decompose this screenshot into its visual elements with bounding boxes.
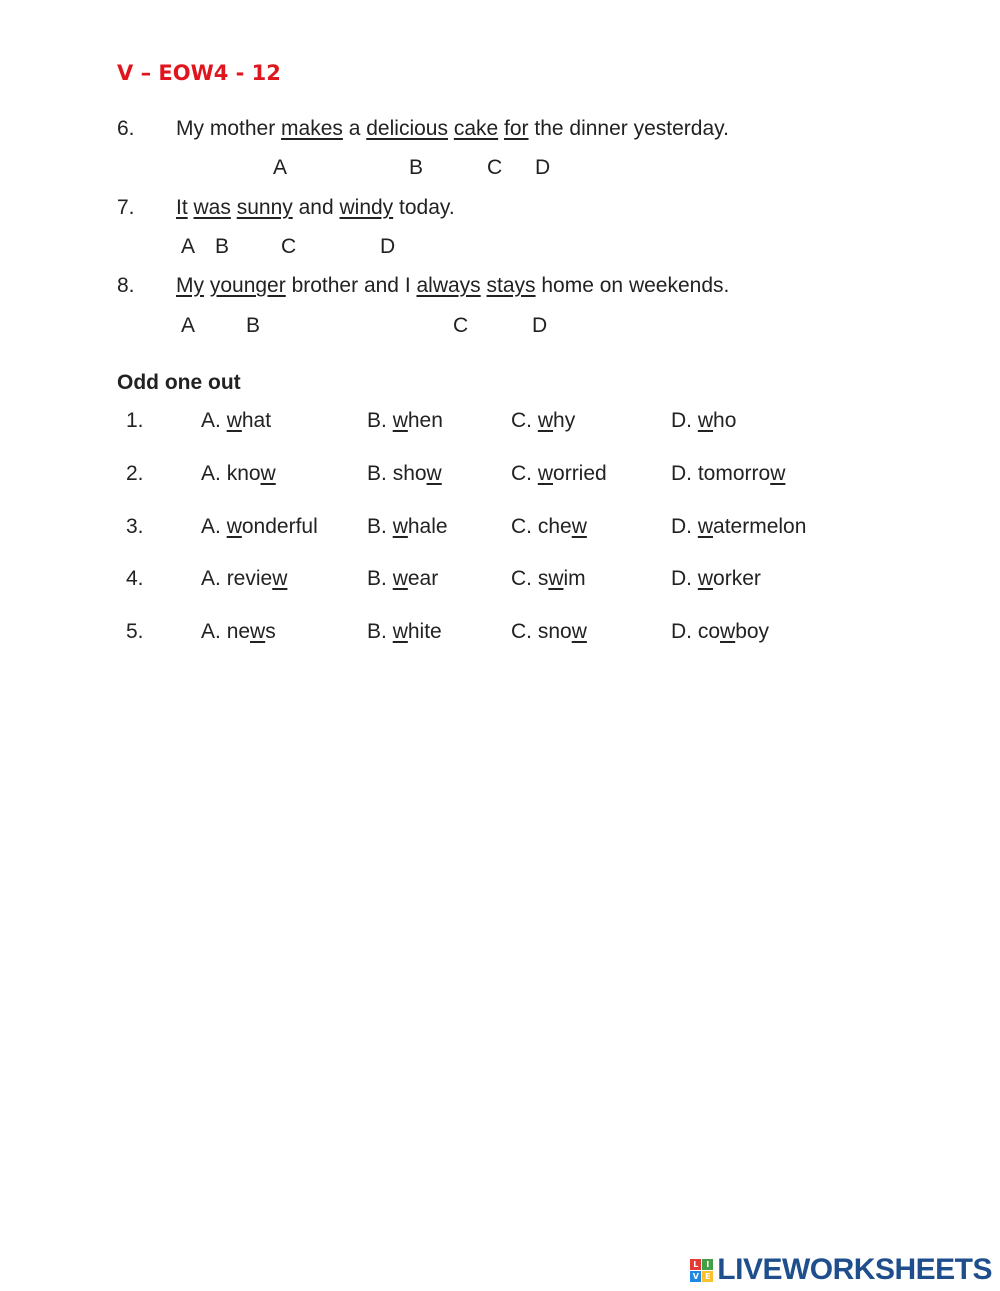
logo-block: V [690, 1271, 701, 1282]
underlined-letter: w [720, 620, 736, 643]
word-part: atermelon [713, 515, 807, 538]
option-letter: C [487, 156, 503, 179]
underlined-segment: younger [209, 274, 286, 297]
word-part: boy [735, 620, 770, 643]
odd-option [671, 515, 806, 539]
word-part: revie [226, 567, 273, 590]
underlined-segment: cake [453, 117, 499, 140]
option-letter: D [532, 314, 548, 337]
question-number: 8. [117, 274, 135, 297]
underlined-letter: w [250, 620, 266, 643]
option-letter: B [215, 235, 230, 258]
odd-row-number: 1. [126, 409, 144, 432]
option-prefix: B. [367, 567, 393, 590]
underlined-letter: w [697, 409, 714, 432]
option-prefix: D. [671, 515, 698, 538]
odd-option [511, 567, 586, 591]
option-prefix: C. [511, 515, 538, 538]
option-prefix: D. [671, 620, 698, 643]
option-prefix: B. [367, 620, 393, 643]
option-prefix: D. [671, 409, 698, 432]
underlined-letter: w [426, 462, 442, 485]
worksheet-title: V – EOW4 - 12 [117, 61, 281, 85]
option-prefix: D. [671, 462, 698, 485]
sentence-segment: brother and I [285, 274, 417, 297]
underlined-letter: w [697, 567, 714, 590]
odd-option [367, 567, 438, 591]
odd-option [201, 462, 276, 486]
word-part: hy [553, 409, 576, 432]
underlined-segment: was [193, 196, 231, 219]
odd-option [511, 409, 575, 433]
word-part: sno [537, 620, 572, 643]
question-sentence [176, 196, 455, 220]
word-part: ne [226, 620, 251, 643]
word-part: che [537, 515, 572, 538]
underlined-segment: stays [486, 274, 536, 297]
sentence-segment: the dinner yesterday. [528, 117, 729, 140]
question-number: 6. [117, 117, 135, 140]
underlined-segment: delicious [366, 117, 448, 140]
odd-option [201, 620, 276, 644]
word-part: ear [407, 567, 439, 590]
option-prefix: A. [201, 515, 227, 538]
underlined-segment: always [416, 274, 481, 297]
odd-one-out-heading: Odd one out [117, 371, 241, 394]
underlined-letter: w [392, 567, 408, 590]
odd-option [511, 620, 587, 644]
word-part: hat [241, 409, 272, 432]
word-part: s [537, 567, 549, 590]
word-part: onderful [241, 515, 318, 538]
option-prefix: C. [511, 567, 538, 590]
underlined-letter: w [260, 462, 276, 485]
underlined-letter: w [392, 620, 408, 643]
option-prefix: A. [201, 567, 227, 590]
word-part: hen [407, 409, 443, 432]
underlined-segment: It [176, 196, 188, 219]
word-part: ho [713, 409, 737, 432]
odd-option [367, 409, 443, 433]
logo-text: LIVEWORKSHEETS [717, 1253, 992, 1286]
option-prefix: D. [671, 567, 698, 590]
word-part: s [265, 620, 276, 643]
underlined-segment: My [176, 274, 204, 297]
odd-option [671, 462, 785, 486]
odd-option [201, 567, 287, 591]
liveworksheets-logo [690, 1253, 992, 1287]
underlined-letter: w [697, 515, 714, 538]
option-prefix: C. [511, 409, 538, 432]
option-letter: D [535, 156, 551, 179]
word-part: orried [553, 462, 607, 485]
word-part: orker [713, 567, 761, 590]
option-prefix: B. [367, 462, 393, 485]
option-letter: C [281, 235, 297, 258]
underlined-letter: w [226, 515, 242, 538]
underlined-segment: windy [339, 196, 394, 219]
option-prefix: B. [367, 409, 393, 432]
odd-row-number: 5. [126, 620, 144, 643]
odd-row-number: 3. [126, 515, 144, 538]
option-letter: A [181, 235, 196, 258]
underlined-letter: w [571, 620, 587, 643]
logo-blocks-icon [690, 1259, 713, 1282]
underlined-letter: w [571, 515, 587, 538]
option-letter: B [246, 314, 261, 337]
odd-option [671, 409, 736, 433]
question-number: 7. [117, 196, 135, 219]
underlined-segment: for [504, 117, 529, 140]
logo-block: E [702, 1271, 713, 1282]
option-prefix: B. [367, 515, 393, 538]
odd-option [511, 462, 607, 486]
underlined-letter: w [770, 462, 786, 485]
option-letter: A [273, 156, 288, 179]
odd-option [671, 567, 761, 591]
option-letter: C [453, 314, 469, 337]
underlined-letter: w [548, 567, 564, 590]
sentence-segment: today. [393, 196, 455, 219]
underlined-letter: w [392, 515, 408, 538]
option-prefix: C. [511, 620, 538, 643]
word-part: im [563, 567, 586, 590]
underlined-letter: w [537, 462, 554, 485]
underlined-segment: makes [281, 117, 343, 140]
option-letter: B [409, 156, 424, 179]
odd-row-number: 4. [126, 567, 144, 590]
option-prefix: A. [201, 620, 227, 643]
question-sentence [176, 117, 729, 141]
option-prefix: A. [201, 409, 227, 432]
word-part: kno [226, 462, 261, 485]
odd-option [201, 409, 271, 433]
logo-block: L [690, 1259, 701, 1270]
word-part: sho [392, 462, 427, 485]
question-sentence [176, 274, 729, 298]
underlined-letter: w [226, 409, 242, 432]
word-part: hale [407, 515, 448, 538]
logo-block: I [702, 1259, 713, 1270]
option-prefix: A. [201, 462, 227, 485]
sentence-segment: a [342, 117, 367, 140]
odd-option [367, 515, 448, 539]
underlined-letter: w [392, 409, 408, 432]
sentence-segment: and [292, 196, 340, 219]
option-prefix: C. [511, 462, 538, 485]
word-part: tomorro [697, 462, 771, 485]
sentence-segment: home on weekends. [535, 274, 730, 297]
word-part: hite [407, 620, 442, 643]
underlined-letter: w [272, 567, 288, 590]
odd-option [367, 620, 442, 644]
option-letter: A [181, 314, 196, 337]
odd-row-number: 2. [126, 462, 144, 485]
odd-option [367, 462, 442, 486]
odd-option [511, 515, 587, 539]
underlined-letter: w [537, 409, 554, 432]
odd-option [671, 620, 769, 644]
odd-option [201, 515, 318, 539]
option-letter: D [380, 235, 396, 258]
word-part: co [697, 620, 721, 643]
sentence-segment: My mother [176, 117, 282, 140]
underlined-segment: sunny [236, 196, 293, 219]
